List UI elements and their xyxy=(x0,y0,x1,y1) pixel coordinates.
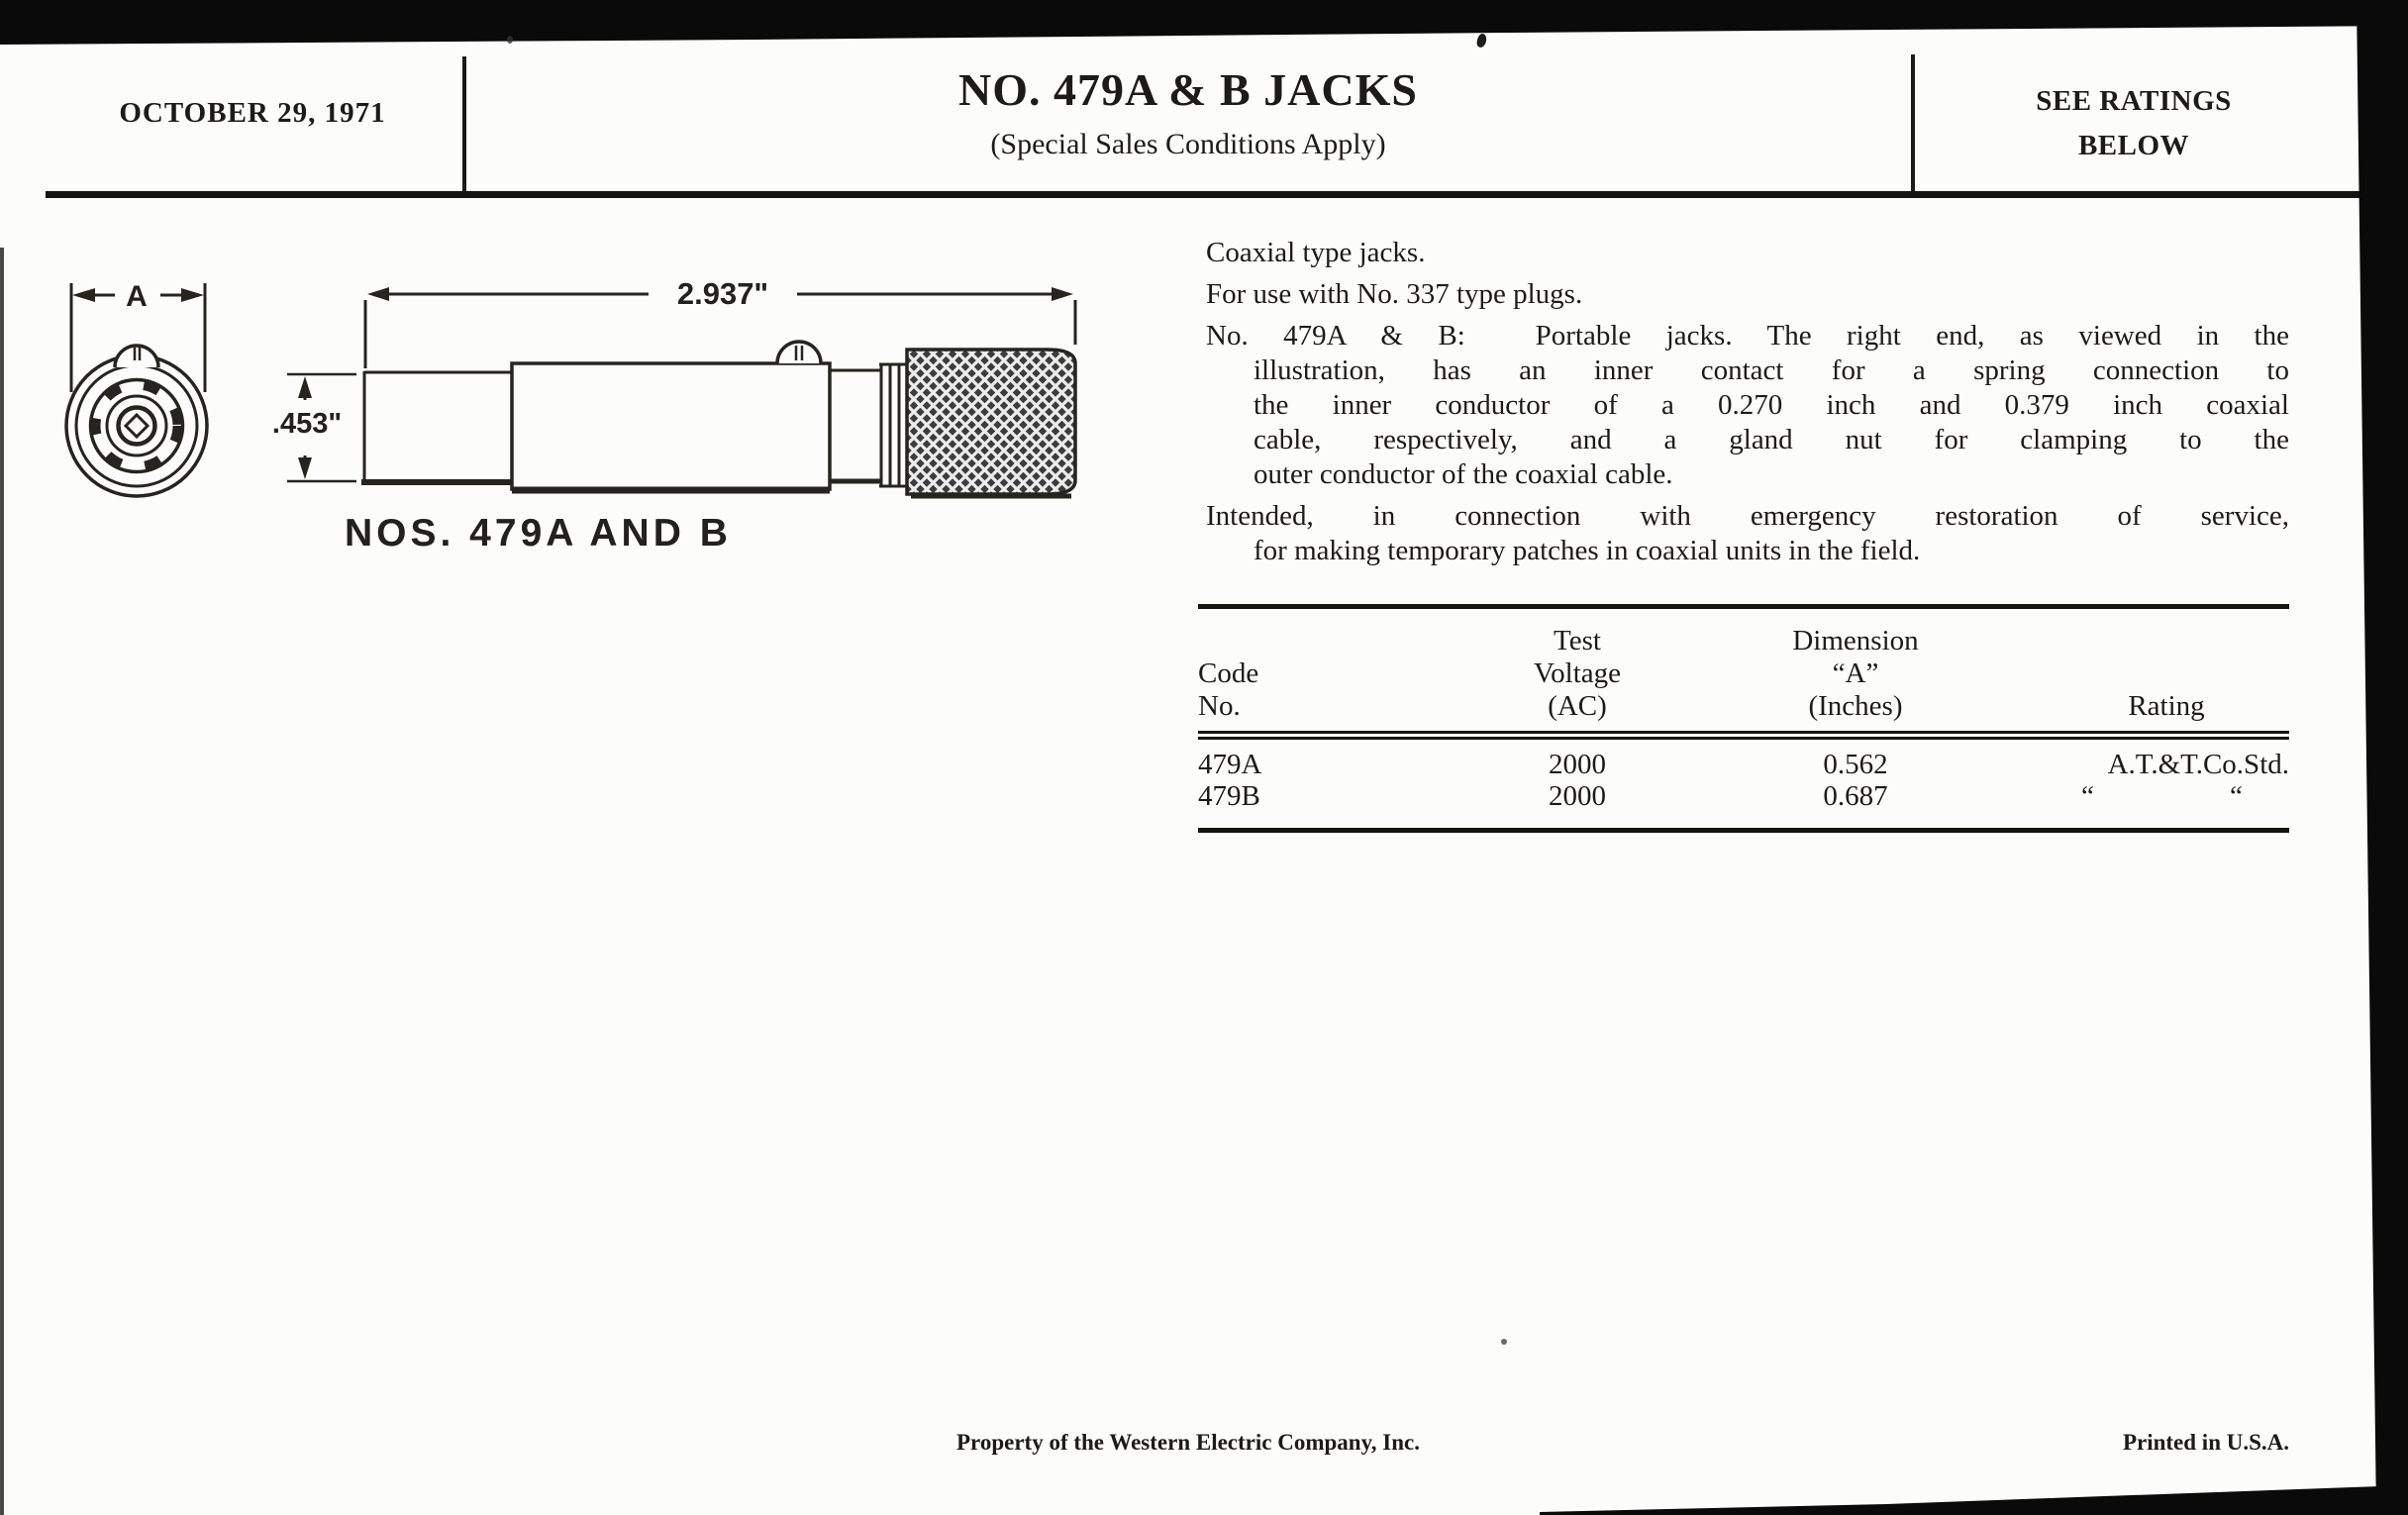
ditto-mark: “ xyxy=(2230,780,2243,812)
description-block xyxy=(1206,236,2289,568)
ratings-note-line1: SEE RATINGS xyxy=(2036,85,2232,117)
table-rule-header xyxy=(1198,731,2289,740)
scan-left-edge xyxy=(0,248,4,1515)
table-row xyxy=(1198,749,2289,780)
jack-front-view xyxy=(66,283,207,496)
dim-height-label: .453" xyxy=(271,408,343,440)
scan-speck xyxy=(1501,1339,1507,1345)
header-rule xyxy=(46,191,2360,198)
header-divider-left xyxy=(462,56,466,195)
dim-a-label: A xyxy=(126,280,148,313)
header-line: Dimension xyxy=(1792,625,1919,656)
scan-top-band xyxy=(0,0,2408,46)
table-body xyxy=(1198,749,2289,812)
description-line: illustration, has an inner contact for a spring connection to xyxy=(1254,354,2289,386)
header-line: No. xyxy=(1198,690,1241,722)
footer-property-notice: Property of the Western Electric Company, Inc. xyxy=(955,1430,1421,1455)
scan-speck xyxy=(1475,33,1488,49)
ditto-mark: “ xyxy=(2081,780,2094,812)
header-line: (AC) xyxy=(1548,690,1607,722)
scan-right-band xyxy=(2351,0,2408,1515)
header-line: Code xyxy=(1198,657,1259,689)
description-line: Intended, in connection with emergency restoration of service, xyxy=(1206,500,2289,532)
description-line: outer conductor of the coaxial cable. xyxy=(1254,458,1673,490)
cell-rating: A.T.&T.Co.Std. xyxy=(2107,749,2289,780)
dim-length-label: 2.937" xyxy=(676,276,769,311)
header-line: “A” xyxy=(1832,657,1879,689)
table-row xyxy=(1198,780,2289,812)
ratings-note-line2: BELOW xyxy=(2077,130,2190,161)
cell-code: 479A xyxy=(1198,749,1262,780)
header-divider-right xyxy=(1911,54,1915,191)
description-line: cable, respectively, and a gland nut for clamping to the xyxy=(1254,424,2289,455)
col-header-dimension xyxy=(1741,625,1970,723)
description-line: For use with No. 337 type plugs. xyxy=(1206,278,1583,310)
header-line: Rating xyxy=(2128,690,2205,722)
table-header-row xyxy=(1198,625,2289,723)
page-subtitle: (Special Sales Conditions Apply) xyxy=(990,128,1386,160)
header-line: Test xyxy=(1554,625,1601,656)
jack-side-view xyxy=(287,287,1075,496)
header-line: (Inches) xyxy=(1808,690,1903,722)
header-line: Voltage xyxy=(1533,657,1622,689)
col-header-code xyxy=(1198,625,1414,723)
table-rule-top xyxy=(1198,604,2289,609)
cell-voltage: 2000 xyxy=(1549,780,1606,812)
description-line: No. 479A & B: Portable jacks. The right end, as viewed in the xyxy=(1206,320,2289,352)
description-line: for making temporary patches in coaxial units in the field. xyxy=(1254,535,1921,566)
ratings-table xyxy=(1198,604,2289,833)
cell-dimension: 0.562 xyxy=(1823,749,1888,780)
knurled-nut xyxy=(907,350,1075,494)
page-title: NO. 479A & B JACKS xyxy=(958,64,1418,115)
description-line: the inner conductor of a 0.270 inch and 0.379 inch coaxial xyxy=(1254,389,2289,421)
ratings-note xyxy=(1965,79,2302,168)
description-line: Coaxial type jacks. xyxy=(1206,237,1426,268)
table-rule-bottom xyxy=(1198,828,2289,833)
col-header-rating xyxy=(1970,625,2289,723)
issue-date: OCTOBER 29, 1971 xyxy=(119,97,386,129)
col-header-voltage xyxy=(1414,625,1741,723)
cell-dimension: 0.687 xyxy=(1823,780,1888,812)
cell-code: 479B xyxy=(1198,780,1260,812)
footer-printed-notice: Printed in U.S.A. xyxy=(2122,1430,2289,1455)
scan-bottom-band xyxy=(1540,1483,2408,1515)
cell-rating-ditto xyxy=(1970,780,2289,812)
cell-voltage: 2000 xyxy=(1549,749,1606,780)
scan-speck xyxy=(507,36,513,44)
drawing-caption: NOS. 479A AND B xyxy=(345,512,732,555)
